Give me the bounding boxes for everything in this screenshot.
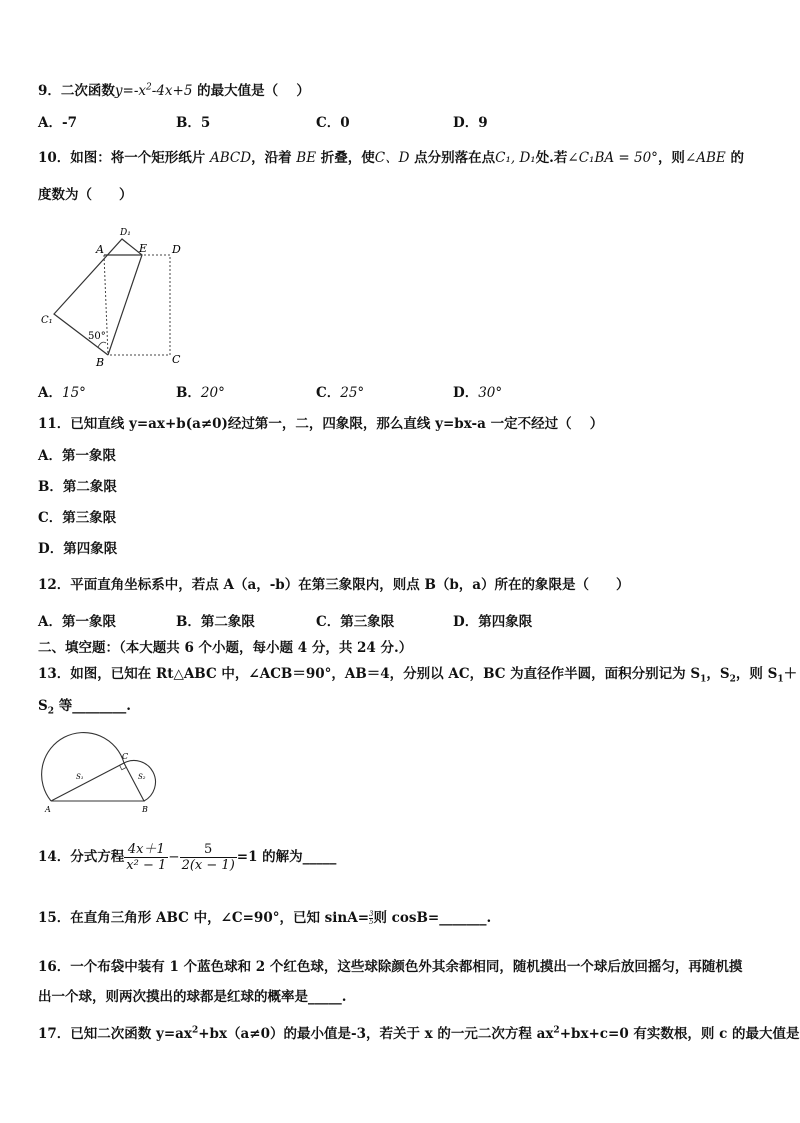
q10-stem-line2: 度数为（ ） [38, 187, 133, 203]
q9-option-a: A．-7 [38, 115, 77, 131]
q10-label-angle: 50° [88, 331, 106, 342]
q13-stem-line2: $S_2$ 等________. [38, 698, 131, 717]
q10-figure [38, 222, 198, 372]
q17-stem: 17．已知二次函数 $y=ax^2+bx(a\ne 0)$的最小值是-3，若关于 x 的一元二次方程 $ax^2+bx+c=0$ 有实数根，则 c 的最大值是 [38, 1025, 800, 1042]
q10-angle-arc [98, 342, 106, 347]
q10-option-a: A．15° [38, 385, 86, 401]
q9-option-c: C．0 [316, 115, 350, 131]
q11-option-a: A．第一象限 [38, 448, 116, 464]
q9-stem-suffix: 的最大值是（ ） [192, 83, 310, 99]
q16-stem-line1: 16．一个布袋中装有 1 个蓝色球和 2 个红色球，这些球除颜色外其余都相同，随机摸出一个球后放回摇匀，再随机摸 [38, 959, 743, 975]
q13-label-s1: S₁ [76, 773, 84, 781]
section-2-heading: 二、填空题：（本大题共 6 个小题，每小题 4 分，共 24 分.） [38, 640, 413, 656]
q10-label-d1: D₁ [120, 228, 131, 238]
q10-label-a: A [96, 243, 104, 256]
q9-stem-prefix: 9．二次函数 [38, 83, 115, 99]
q12-option-d: D．第四象限 [453, 614, 533, 630]
q13-label-b: B [142, 805, 148, 814]
q10-stem-line1: 10．如图：将一个矩形纸片 ABCD，沿着 BE 折叠，使C、D 点分别落在点C₁, D₁处.若∠C₁BA = 50°，则∠ABE 的 [38, 150, 744, 166]
q10-label-c: C [172, 353, 181, 366]
q9-option-d: D．9 [453, 115, 488, 131]
q11-option-c: C．第三象限 [38, 510, 117, 526]
q13-figure [40, 735, 170, 817]
q13-label-s2: S₂ [138, 773, 146, 781]
q10-option-c: C．25° [316, 385, 365, 401]
q13-label-a: A [45, 805, 51, 814]
q11-stem: 11．已知直线 y=ax+b(a≠0)经过第一，二，四象限，那么直线 y=bx-a 一定不经过（ ） [38, 416, 604, 432]
q16-stem-line2: 出一个球，则两次摸出的球都是红球的概率是_____. [38, 989, 347, 1005]
q14-fraction-2: $\frac{5}{2(x - 1)}$ [181, 842, 235, 873]
q12-option-c: C．第三象限 [316, 614, 395, 630]
q15-stem: 15．在直角三角形 ABC 中，∠C=90°，已知 sinA= $\frac{3}{5}$ 则 cosB=_______. [38, 910, 492, 926]
q12-option-b: B．第二象限 [176, 614, 255, 630]
q9-option-b: B．5 [176, 115, 211, 131]
q13-triangle [51, 763, 144, 801]
q14-fraction-1: $\frac{4x+1}{\text{x² − 1}}$ [126, 842, 167, 873]
q9-function: $y=-x^2-4x+5$ [114, 82, 193, 99]
q15-fraction: $\frac{3}{5}$ [369, 910, 374, 926]
q10-label-c1: C₁ [41, 315, 53, 326]
q12-option-a: A．第一象限 [38, 614, 116, 630]
q14-stem: 14．分式方程 $\frac{4x+1}{\text{x² − 1}}$ − $\frac{5}{2(x - 1)}$ =1 的解为_____ [38, 842, 337, 873]
q10-label-d: D [172, 243, 181, 256]
q11-option-b: B．第二象限 [38, 479, 117, 495]
q13-semicircle-ac [42, 733, 124, 801]
q9-stem [38, 81, 310, 101]
q11-option-d: D．第四象限 [38, 541, 118, 557]
q10-option-d: D．30° [453, 385, 503, 401]
q13-stem-line1: 13．如图，已知在 Rt△ABC 中，∠ACB＝90°，AB＝4，分别以 AC，BC 为直径作半圆，面积分别记为 $S_1$，$S_2$，则 $S_1+$ [38, 666, 798, 685]
q12-stem: 12．平面直角坐标系中，若点 A（a，-b）在第三象限内，则点 B（b，a）所在的象限是（ ） [38, 577, 630, 593]
q10-label-b: B [96, 356, 105, 369]
q10-rect-name: ABCD [210, 150, 252, 166]
q10-label-e: E [139, 242, 148, 255]
q10-option-b: B．20° [176, 385, 225, 401]
q13-label-c: C [122, 752, 129, 761]
